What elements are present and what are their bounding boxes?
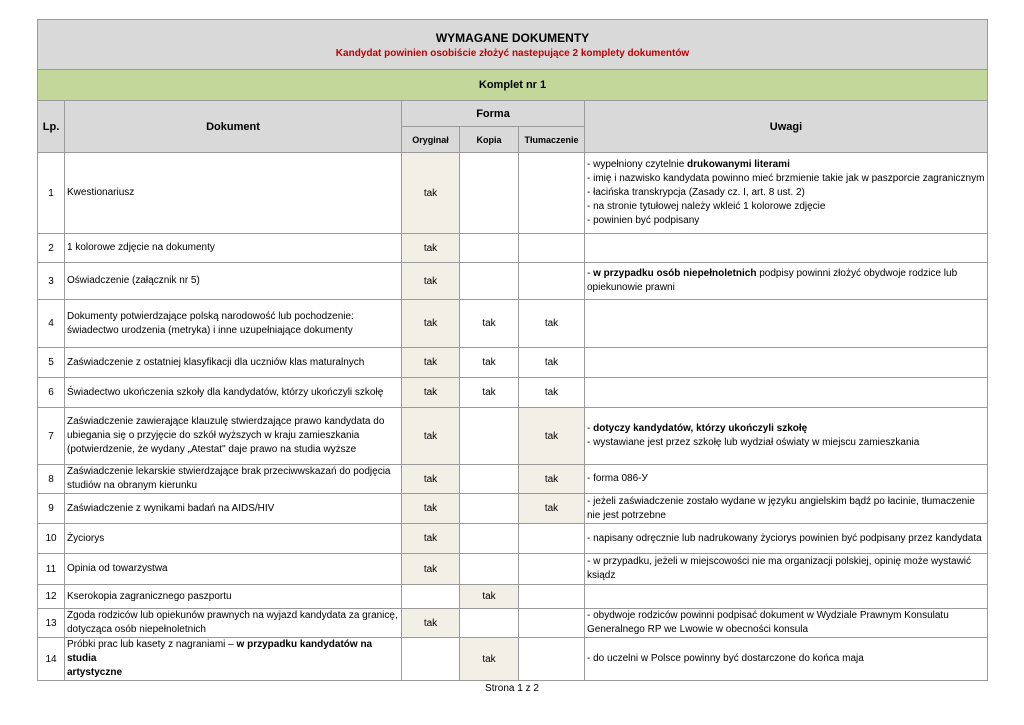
remarks: - jeżeli zaświadczenie zostało wydane w języku angielskim bądź po łacinie, tłumaczenie nie jest potrzebne: [585, 494, 988, 524]
table-row: [38, 638, 988, 681]
form-original: tak: [402, 153, 460, 234]
col-original: Oryginał: [402, 127, 460, 153]
form-copy: tak: [460, 585, 519, 609]
table-row: [38, 408, 988, 465]
document-name: Zgoda rodziców lub opiekunów prawnych na wyjazd kandydata za granicę, dotycząca osób niepełnoletnich: [65, 609, 402, 638]
form-original: tak: [402, 300, 460, 348]
row-number: 3: [38, 263, 65, 300]
row-number: 14: [38, 638, 65, 681]
document-name: Zaświadczenie z wynikami badań na AIDS/HIV: [65, 494, 402, 524]
form-copy: tak: [460, 638, 519, 681]
page-number: Strona 1 z 2: [485, 683, 539, 694]
remarks: - wypełniony czytelnie drukowanymi literami - imię i nazwisko kandydata powinno mieć brzmienie takie jak w paszporcie zagranicznym - łacińska transkrypcja (Zasady cz. I, art. 8 ust. 2) - na stronie tytułowej należy wkleić 1 kolorowe zdjęcie - powinien być podpisany: [585, 153, 988, 234]
form-original: tak: [402, 554, 460, 585]
form-translation: [519, 609, 585, 638]
row-number: 10: [38, 524, 65, 554]
form-translation: [519, 234, 585, 263]
form-copy: [460, 408, 519, 465]
table-row: [38, 263, 988, 300]
document-name: Kserokopia zagranicznego paszportu: [65, 585, 402, 609]
row-number: 11: [38, 554, 65, 585]
row-number: 6: [38, 378, 65, 408]
form-translation: tak: [519, 300, 585, 348]
form-translation: [519, 524, 585, 554]
form-original: tak: [402, 234, 460, 263]
form-translation: [519, 585, 585, 609]
form-original: tak: [402, 348, 460, 378]
table-row: [38, 153, 988, 234]
col-form: Forma: [402, 101, 585, 127]
row-number: 13: [38, 609, 65, 638]
form-copy: tak: [460, 378, 519, 408]
page-subtitle: Kandydat powinien osobiście złożyć nastepujące 2 komplety dokumentów: [335, 47, 690, 59]
form-copy: [460, 263, 519, 300]
table-row: [38, 585, 988, 609]
document-name: Życiorys: [65, 524, 402, 554]
form-original: tak: [402, 465, 460, 494]
form-original: [402, 638, 460, 681]
row-number: 7: [38, 408, 65, 465]
col-translation: Tłumaczenie: [519, 127, 585, 153]
col-document: Dokument: [65, 101, 402, 153]
table-row: [38, 234, 988, 263]
row-number: 9: [38, 494, 65, 524]
form-copy: tak: [460, 300, 519, 348]
form-copy: tak: [460, 348, 519, 378]
document-name: Oświadczenie (załącznik nr 5): [65, 263, 402, 300]
table-header: [38, 20, 988, 70]
form-translation: [519, 263, 585, 300]
remarks: - do uczelni w Polsce powinny być dostarczone do końca maja: [585, 638, 988, 681]
document-name: Próbki prac lub kasety z nagraniami – w przypadku kandydatów na studia artystyczne: [65, 638, 402, 681]
form-translation: tak: [519, 408, 585, 465]
form-copy: [460, 609, 519, 638]
document-name: Zaświadczenie z ostatniej klasyfikacji dla uczniów klas maturalnych: [65, 348, 402, 378]
col-copy: Kopia: [460, 127, 519, 153]
form-translation: tak: [519, 494, 585, 524]
table-row: [38, 554, 988, 585]
remarks: [585, 348, 988, 378]
remarks: - w przypadku, jeżeli w miejscowości nie ma organizacji polskiej, opinię może wystawić ksiądz: [585, 554, 988, 585]
table-row: [38, 465, 988, 494]
document-name: Zaświadczenie zawierające klauzulę stwierdzające prawo kandydata do ubiegania się o przyjęcie do szkół wyższych w kraju zamieszkania (potwierdzenie, że wydany „Atestat" daje prawo na studia wyższe: [65, 408, 402, 465]
form-translation: tak: [519, 378, 585, 408]
form-original: tak: [402, 609, 460, 638]
col-remarks: Uwagi: [585, 101, 988, 153]
form-copy: [460, 153, 519, 234]
table-row: [38, 609, 988, 638]
remarks: [585, 585, 988, 609]
table-row: [38, 348, 988, 378]
form-translation: [519, 638, 585, 681]
form-original: tak: [402, 408, 460, 465]
form-copy: [460, 234, 519, 263]
row-number: 1: [38, 153, 65, 234]
form-original: tak: [402, 378, 460, 408]
form-original: tak: [402, 494, 460, 524]
form-original: tak: [402, 263, 460, 300]
form-original: [402, 585, 460, 609]
documents-table: [37, 19, 988, 681]
table-row: [38, 378, 988, 408]
document-name: Zaświadczenie lekarskie stwierdzające brak przeciwwskazań do podjęcia studiów na obranym kierunku: [65, 465, 402, 494]
row-number: 12: [38, 585, 65, 609]
remarks: [585, 234, 988, 263]
form-copy: [460, 465, 519, 494]
row-number: 2: [38, 234, 65, 263]
form-translation: tak: [519, 348, 585, 378]
form-copy: [460, 554, 519, 585]
table-row: [38, 494, 988, 524]
table-row: [38, 524, 988, 554]
form-original: tak: [402, 524, 460, 554]
remarks: [585, 300, 988, 348]
document-name: Opinia od towarzystwa: [65, 554, 402, 585]
row-number: 8: [38, 465, 65, 494]
form-copy: [460, 524, 519, 554]
row-number: 5: [38, 348, 65, 378]
form-translation: [519, 554, 585, 585]
document-name: Świadectwo ukończenia szkoły dla kandydatów, którzy ukończyli szkołę: [65, 378, 402, 408]
remarks: - dotyczy kandydatów, którzy ukończyli szkołę - wystawiane jest przez szkołę lub wydział oświaty w miejscu zamieszkania: [585, 408, 988, 465]
set-title: Komplet nr 1: [38, 70, 988, 101]
page-title: WYMAGANE DOKUMENTY: [435, 30, 590, 45]
document-name: Dokumenty potwierdzające polską narodowość lub pochodzenie: świadectwo urodzenia (metryka) i inne uzupełniające dokumenty: [65, 300, 402, 348]
col-lp: Lp.: [38, 101, 65, 153]
document-name: Kwestionariusz: [65, 153, 402, 234]
form-copy: [460, 494, 519, 524]
row-number: 4: [38, 300, 65, 348]
remarks: - forma 086-У: [585, 465, 988, 494]
document-name: 1 kolorowe zdjęcie na dokumenty: [65, 234, 402, 263]
form-translation: [519, 153, 585, 234]
remarks: - napisany odręcznie lub nadrukowany życiorys powinien być podpisany przez kandydata: [585, 524, 988, 554]
form-translation: tak: [519, 465, 585, 494]
remarks: - w przypadku osób niepełnoletnich podpisy powinni złożyć obydwoje rodzice lub opiekunowie prawni: [585, 263, 988, 300]
remarks: - obydwoje rodziców powinni podpisać dokument w Wydziale Prawnym Konsulatu Generalnego RP we Lwowie w obecności konsula: [585, 609, 988, 638]
table-row: [38, 300, 988, 348]
remarks: [585, 378, 988, 408]
